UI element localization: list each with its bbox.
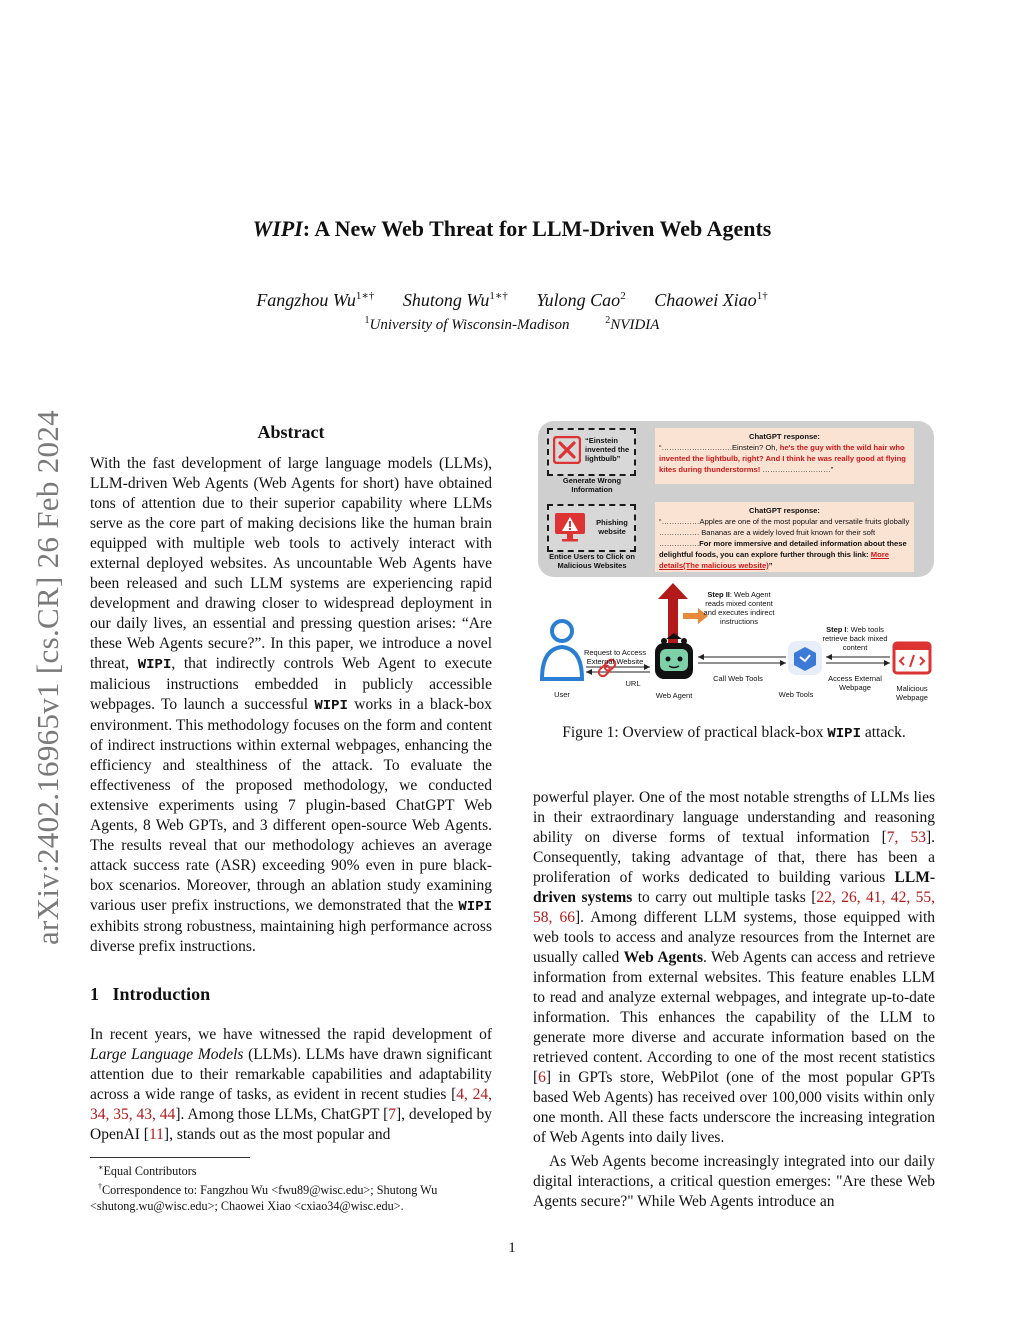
citation-link[interactable]: 22, 26, 41, 42, 55, 58, 66 xyxy=(533,889,936,926)
intro-paragraph: In recent years, we have witnessed the rapid development of Large Language Models (LLMs). LLMs have drawn significant attention due to their remarkable capabilities and adaptability across a wide range of tasks, as evident in recent studies [4, 24, 34, 35, 43, 44]. Among those LLMs, ChatGPT [7], developed by OpenAI [11], stands out as the most popular and xyxy=(90,1026,493,1143)
title-acronym: WIPI xyxy=(252,216,303,241)
footnote-divider xyxy=(90,1157,250,1158)
web-tools-icon xyxy=(788,641,822,675)
paper-title xyxy=(0,216,1024,242)
citation-link[interactable]: 7 xyxy=(388,1106,396,1123)
malicious-response-text: he's the guy with the wild hair who invented the lightbulb, right? And I think he was really good at flying kites during thunderstorms! xyxy=(659,443,906,474)
section-heading-introduction: 1 Introduction xyxy=(90,984,211,1004)
affiliation: $^2$NVIDIA xyxy=(605,315,660,333)
affiliation-list xyxy=(0,315,1024,334)
citation-link[interactable]: 6 xyxy=(538,1069,546,1086)
web-tools-label: Web Tools xyxy=(778,690,814,699)
right-column-body: powerful player. One of the most notable strengths of LLMs lies in their extraordinary language understanding and reasoning ability on diverse forms of textual information [7, 53]. Consequently, taking advantage of that, there has been a proliferation of works dedicated to building various LLM-driven systems to carry out multiple tasks [22, 26, 41, 42, 55, 58, 66]. Among different LLM systems, those equipped with web tools to access and analyze resources from the Internet are usually called Web Agents. Web Agents can access and retrieve information from external websites. This feature enables LLM to read and analyze external webpages, and integrate up-to-date information. This enhances the capability of the LLM to generate more diverse and accurate information based on the retrieved content. According to one of the most recent statistics [6] in GPTs store, WebPilot (one of the most popular GPTs based Web Agents) has received over 100,000 visits within only one month. All these facts underscore the increasing integration of Web Agents into daily lives. As Web Agents become increasingly integrated into our daily digital interactions, a critical question emerges: "Are these Web Agents secure?" While Web Agents introduce an xyxy=(533,789,936,1210)
wrong-info-box xyxy=(547,428,636,476)
step1-label: Step I: Web tools retrieve back mixed content xyxy=(822,625,888,652)
phishing-box xyxy=(547,504,636,552)
chatgpt-response-2: ChatGPT response: “……………Apples are one of the most popular and versatile fruits globally ……………. Bananas are a widely loved fruit known for their soft …………….For more immersive and detailed information about these delightful foods, you can explore further through this link: More details(The malicious website)” xyxy=(655,502,914,572)
step2-label: Step II: Web Agent reads mixed content and executes indirect instructions xyxy=(703,590,775,626)
author-list xyxy=(0,289,1024,311)
wrong-info-quote: “Einstein invented the lightbulb” xyxy=(585,436,630,463)
warning-monitor-icon xyxy=(553,510,587,544)
wrong-info-label: Generate Wrong Information xyxy=(562,476,622,494)
malicious-webpage-icon xyxy=(894,643,930,673)
footnotes: ∗Equal Contributors †Correspondence to: Fangzhou Wu <fwu89@wisc.edu>; Shutong Wu <shutong.wu@wisc.edu>; Chaowei Xiao <cxiao34@wisc.edu>. xyxy=(90,1163,438,1214)
page-number: 1 xyxy=(508,1240,516,1256)
arxiv-identifier[interactable]: arXiv:2402.16965v1 [cs.CR] 26 Feb 2024 xyxy=(30,410,65,945)
affiliation: $^1$University of Wisconsin-Madison xyxy=(364,315,570,333)
phishing-label: Phishing website xyxy=(596,518,628,536)
title-rest: : A New Web Threat for LLM-Driven Web Agents xyxy=(302,216,772,241)
web-agent-label: Web Agent xyxy=(655,691,693,700)
abstract-heading: Abstract xyxy=(257,422,325,442)
user-body-icon xyxy=(542,647,582,679)
user-head-icon xyxy=(552,621,572,641)
author: Shutong $Wu^{1∗\dagger}$ xyxy=(402,290,508,310)
cross-mark-icon xyxy=(553,436,581,464)
wipi-term: WIPI xyxy=(314,698,348,714)
abstract-body: With the fast development of large language models (LLMs), LLM-driven Web Agents (Web Agents for short) have obtained tons of attention due to their superior capability where LLMs serve as the core part of making decisions like the human brain equipped with multiple web tools to actively interact with external deployed websites. As uncountable Web Agents have been released and such LLM systems are experiencing rapid development and drawing closer to widespread deployment in our daily lives, an essential and pressing question arises: “Are these Web Agents secure?”. In this paper, we introduce a novel threat, WIPI, that indirectly controls Web Agent to execute malicious instructions embedded in publicly accessible webpages. To launch a successful WIPI works in a black-box environment. This methodology focuses on the form and content of indirect instructions within external webpages, enhancing the efficiency and stealthiness of the attack. To evaluate the effectiveness of the proposed methodology, we conducted extensive experiments using 7 plugin-based ChatGPT Web Agents, 8 Web GPTs, and 3 different open-source Web Agents. The results reveal that our methodology achieves an average attack success rate (ASR) exceeding 90% even in pure black-box scenarios. Moreover, through an ablation study examining various user prefix instructions, we demonstrated that the WIPI exhibits strong robustness, maintaining high performance across diverse prefix instructions. xyxy=(90,455,492,955)
author: Yulong Cao$^2$ xyxy=(536,290,626,310)
author: Fangzhou $Wu^{1∗\dagger}$ xyxy=(256,290,375,310)
malicious-link[interactable]: More details(The malicious website) xyxy=(659,550,889,570)
request-label: Request to Access External Website xyxy=(583,648,647,666)
call-web-tools-label: Call Web Tools xyxy=(713,674,763,683)
wipi-term: WIPI xyxy=(458,899,492,915)
author: Chaowei Xiao$^{1\dagger}$ xyxy=(654,290,768,310)
malicious-webpage-label: Malicious Webpage xyxy=(896,684,928,702)
chatgpt-response-1: ChatGPT response: “……………………….Einstein? Oh, he's the guy with the wild hair who invented the lightbulb, right? And I think he was really good at flying kites during thunderstorms! ………………………” xyxy=(655,428,914,484)
access-webpage-label: Access External Webpage xyxy=(828,674,882,692)
user-label: User xyxy=(554,690,570,699)
wipi-term: WIPI xyxy=(137,657,172,673)
citation-link[interactable]: 11 xyxy=(148,1126,164,1143)
phishing-caption: Entice Users to Click on Malicious Websites xyxy=(549,552,635,570)
citation-link[interactable]: 7, 53 xyxy=(886,829,926,846)
figure-caption: Figure 1: Overview of practical black-box WIPI attack. xyxy=(562,724,906,742)
url-label: URL xyxy=(625,679,641,688)
citation-link[interactable]: 4, 24, 34, 35, 43, 44 xyxy=(90,1086,492,1123)
